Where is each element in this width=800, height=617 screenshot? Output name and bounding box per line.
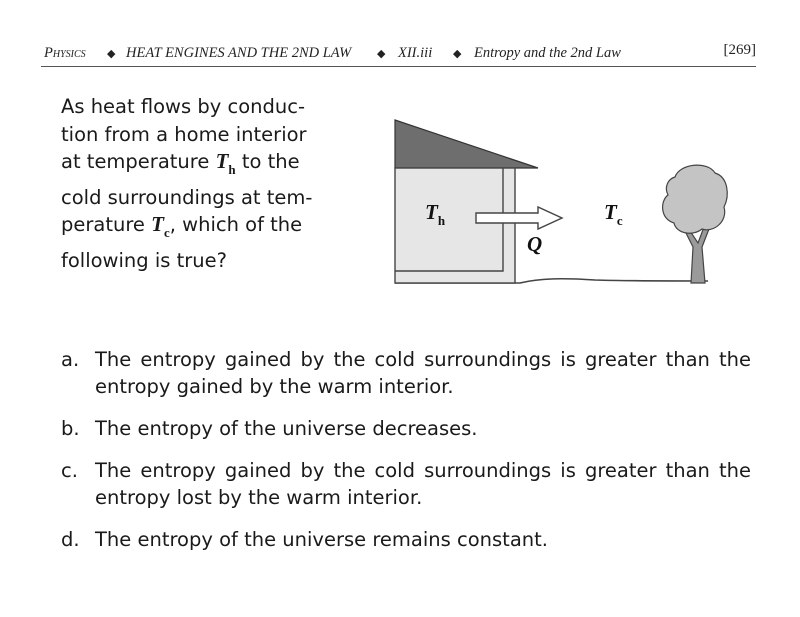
header-chapter: HEAT ENGINES AND THE 2ND LAW bbox=[126, 45, 352, 61]
question-line: cold surroundings at tem- bbox=[61, 185, 313, 209]
question-text bbox=[61, 93, 331, 274]
heat-label: Q bbox=[527, 232, 543, 256]
header-bullet-1: ◆ bbox=[107, 48, 116, 60]
header-bullet-2: ◆ bbox=[377, 48, 386, 60]
hot-temperature-symbol: T bbox=[215, 149, 229, 173]
header-bullet-3: ◆ bbox=[453, 48, 462, 60]
answer-text: The entropy gained by the cold surroundings is greater than the entropy lost by the warm interior. bbox=[95, 459, 751, 509]
question-line: at temperature $T_h$ to the bbox=[61, 149, 300, 177]
tree-crown bbox=[663, 165, 728, 233]
answer-text: The entropy of the universe remains constant. bbox=[95, 528, 548, 551]
header-page-number: [269] bbox=[723, 42, 756, 58]
answer-choice-b bbox=[61, 415, 751, 442]
answer-choices bbox=[61, 346, 751, 568]
question-line: tion from a home interior bbox=[61, 122, 307, 146]
house-roof bbox=[395, 120, 538, 168]
answer-letter: c. bbox=[61, 459, 78, 482]
outside-temperature-label: $T_c$ bbox=[604, 200, 623, 228]
inside-temperature-label: $T_h$ bbox=[425, 200, 446, 228]
question-line: perature $T_c$, which of the bbox=[61, 212, 303, 240]
answer-choice-c bbox=[61, 457, 751, 511]
answer-choice-a bbox=[61, 346, 751, 400]
tree-trunk bbox=[684, 227, 709, 283]
question-line: following is true? bbox=[61, 248, 228, 272]
house-wall bbox=[395, 168, 515, 283]
header-topic: Entropy and the 2nd Law bbox=[474, 45, 621, 61]
question-line: As heat flows by conduc- bbox=[61, 95, 305, 118]
heat-flow-diagram bbox=[390, 115, 730, 290]
answer-text: The entropy of the universe decreases. bbox=[95, 417, 478, 440]
running-header bbox=[41, 40, 756, 67]
answer-text: The entropy gained by the cold surroundings is greater than the entropy gained by the warm interior. bbox=[95, 348, 751, 398]
answer-letter: b. bbox=[61, 417, 80, 440]
header-subject: Physics bbox=[44, 45, 86, 61]
answer-letter: d. bbox=[61, 528, 80, 551]
answer-choice-d bbox=[61, 526, 751, 553]
cold-temperature-symbol: T bbox=[151, 212, 164, 236]
header-section: XII.iii bbox=[398, 45, 433, 61]
answer-letter: a. bbox=[61, 348, 80, 371]
